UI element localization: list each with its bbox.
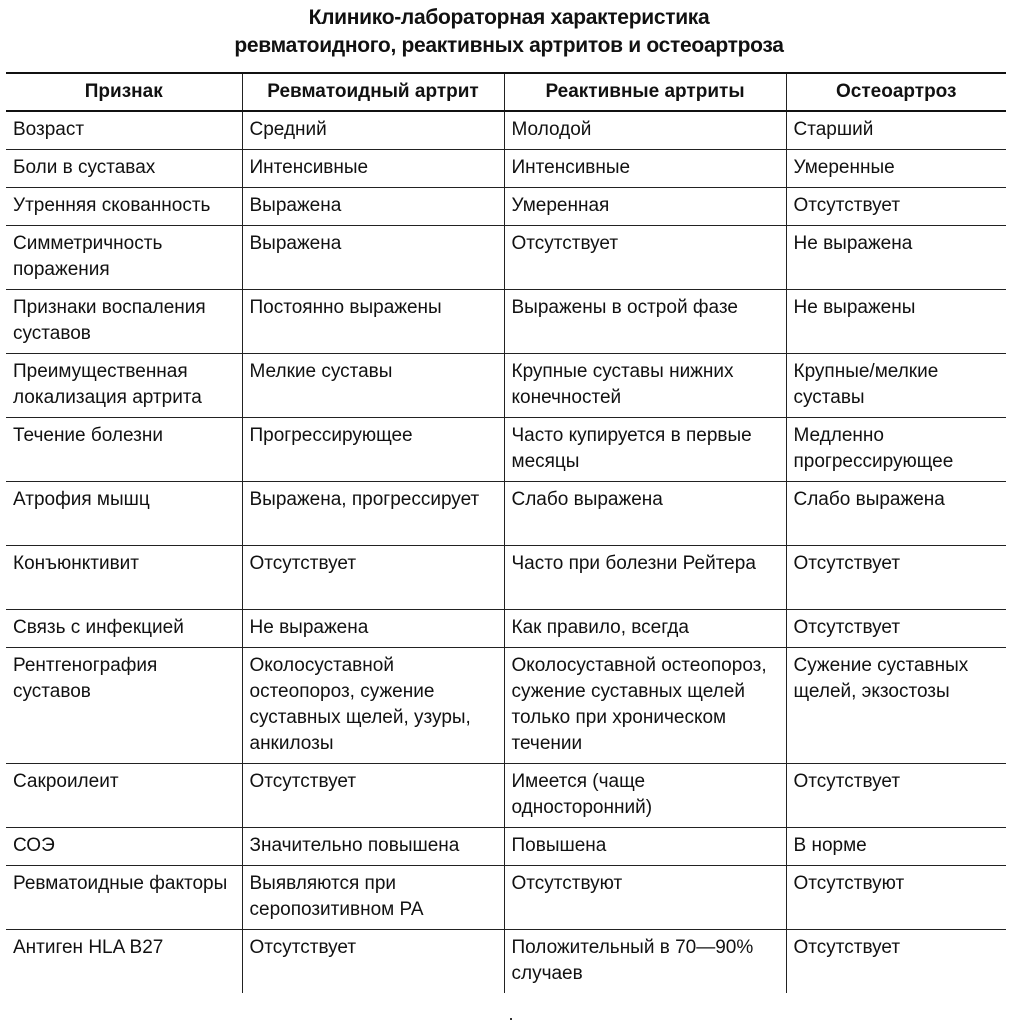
osteoarthritis-cell: Отсутствует xyxy=(786,764,1006,828)
rheumatoid-cell: Прогрессирующее xyxy=(242,418,504,482)
osteoarthritis-cell: Крупные/мелкие суставы xyxy=(786,354,1006,418)
sign-cell: СОЭ xyxy=(6,828,242,866)
osteoarthritis-cell: Старший xyxy=(786,111,1006,150)
sign-cell: Боли в суставах xyxy=(6,150,242,188)
sign-cell: Антиген HLA B27 xyxy=(13,937,164,958)
reactive-cell: Слабо выражена xyxy=(504,482,786,546)
sign-cell: Ревматоидные факторы xyxy=(6,866,242,930)
table-body xyxy=(6,111,1006,993)
header-sign: Признак xyxy=(6,73,242,111)
osteoarthritis-cell: Отсутствует xyxy=(786,188,1006,226)
osteoarthritis-cell: Отсутствует xyxy=(786,930,1006,994)
header-rheumatoid-arthritis: Ревматоидный артрит xyxy=(242,73,504,111)
table-row xyxy=(6,111,1006,150)
rheumatoid-cell: Околосуставной остеопороз, сужение суставных щелей, узуры, анкилозы xyxy=(242,648,504,764)
table-row xyxy=(6,546,1006,610)
reactive-cell: Повышена xyxy=(504,828,786,866)
rheumatoid-cell: Мелкие суставы xyxy=(242,354,504,418)
rheumatoid-cell: Средний xyxy=(242,111,504,150)
rheumatoid-cell: Отсутствует xyxy=(242,764,504,828)
table-row xyxy=(6,866,1006,930)
reactive-cell: Умеренная xyxy=(504,188,786,226)
rheumatoid-cell: Выражена, прогрессирует xyxy=(242,482,504,546)
osteoarthritis-cell: Отсутствует xyxy=(786,546,1006,610)
sign-cell: Атрофия мышц xyxy=(6,482,242,546)
sign-cell: Связь с инфекцией xyxy=(6,610,242,648)
osteoarthritis-cell: Медленно прогрессирующее xyxy=(786,418,1006,482)
reactive-cell: Положительный в 70—90% случаев xyxy=(504,930,786,994)
reactive-cell: Как правило, всегда xyxy=(504,610,786,648)
sign-cell: Признаки воспаления суставов xyxy=(6,290,242,354)
table-row xyxy=(6,764,1006,828)
rheumatoid-cell: Выражена xyxy=(242,188,504,226)
table-row xyxy=(6,418,1006,482)
sign-cell: Утренняя скованность xyxy=(6,188,242,226)
header-osteoarthritis: Остеоартроз xyxy=(786,73,1006,111)
osteoarthritis-cell: Отсутствуют xyxy=(786,866,1006,930)
sign-cell: Возраст xyxy=(6,111,242,150)
table-row xyxy=(6,226,1006,290)
osteoarthritis-cell: Слабо выражена xyxy=(786,482,1006,546)
rheumatoid-cell: Отсутствует xyxy=(242,546,504,610)
osteoarthritis-cell: Сужение суставных щелей, экзостозы xyxy=(786,648,1006,764)
table-row xyxy=(6,648,1006,764)
title-line-2: ревматоидного, реактивных артритов и остеоартроза xyxy=(234,34,784,57)
reactive-cell: Интенсивные xyxy=(504,150,786,188)
osteoarthritis-cell: В норме xyxy=(786,828,1006,866)
rheumatoid-cell: Интенсивные xyxy=(242,150,504,188)
table-row xyxy=(6,482,1006,546)
table-row xyxy=(6,354,1006,418)
reactive-cell: Выражены в острой фазе xyxy=(504,290,786,354)
table-row xyxy=(6,610,1006,648)
header-reactive-arthritis: Реактивные артриты xyxy=(504,73,786,111)
osteoarthritis-cell: Умеренные xyxy=(786,150,1006,188)
sign-cell: Преимущественная локализация артрита xyxy=(6,354,242,418)
reactive-cell: Имеется (чаще односторонний) xyxy=(504,764,786,828)
table-row xyxy=(6,930,1006,994)
scan-speck xyxy=(510,1018,512,1020)
sign-cell: Конъюнктивит xyxy=(6,546,242,610)
reactive-cell: Отсутствуют xyxy=(504,866,786,930)
table-row xyxy=(6,150,1006,188)
table-row xyxy=(6,188,1006,226)
sign-cell: Рентгенография суставов xyxy=(6,648,242,764)
rheumatoid-cell: Постоянно выражены xyxy=(242,290,504,354)
reactive-cell: Часто при болезни Рейтера xyxy=(504,546,786,610)
osteoarthritis-cell: Не выражены xyxy=(786,290,1006,354)
reactive-cell: Околосуставной остеопороз, сужение суставных щелей только при хроническом течении xyxy=(504,648,786,764)
table-row xyxy=(6,290,1006,354)
osteoarthritis-cell: Отсутствует xyxy=(786,610,1006,648)
reactive-cell: Молодой xyxy=(504,111,786,150)
rheumatoid-cell: Отсутствует xyxy=(242,930,504,994)
reactive-cell: Часто купируется в первые месяцы xyxy=(504,418,786,482)
rheumatoid-cell: Выявляются при серопозитивном РА xyxy=(242,866,504,930)
comparison-table xyxy=(6,72,1006,993)
sign-cell: Течение болезни xyxy=(6,418,242,482)
rheumatoid-cell: Значительно повышена xyxy=(242,828,504,866)
header-row xyxy=(6,73,1006,111)
rheumatoid-cell: Не выражена xyxy=(242,610,504,648)
reactive-cell: Крупные суставы нижних конечностей xyxy=(504,354,786,418)
table-row xyxy=(6,828,1006,866)
osteoarthritis-cell: Не выражена xyxy=(786,226,1006,290)
reactive-cell: Отсутствует xyxy=(504,226,786,290)
sign-cell: Сакроилеит xyxy=(6,764,242,828)
rheumatoid-cell: Выражена xyxy=(242,226,504,290)
table-title xyxy=(0,4,1018,60)
sign-cell: Симметричность поражения xyxy=(6,226,242,290)
title-line-1: Клинико-лабораторная характеристика xyxy=(308,6,710,29)
